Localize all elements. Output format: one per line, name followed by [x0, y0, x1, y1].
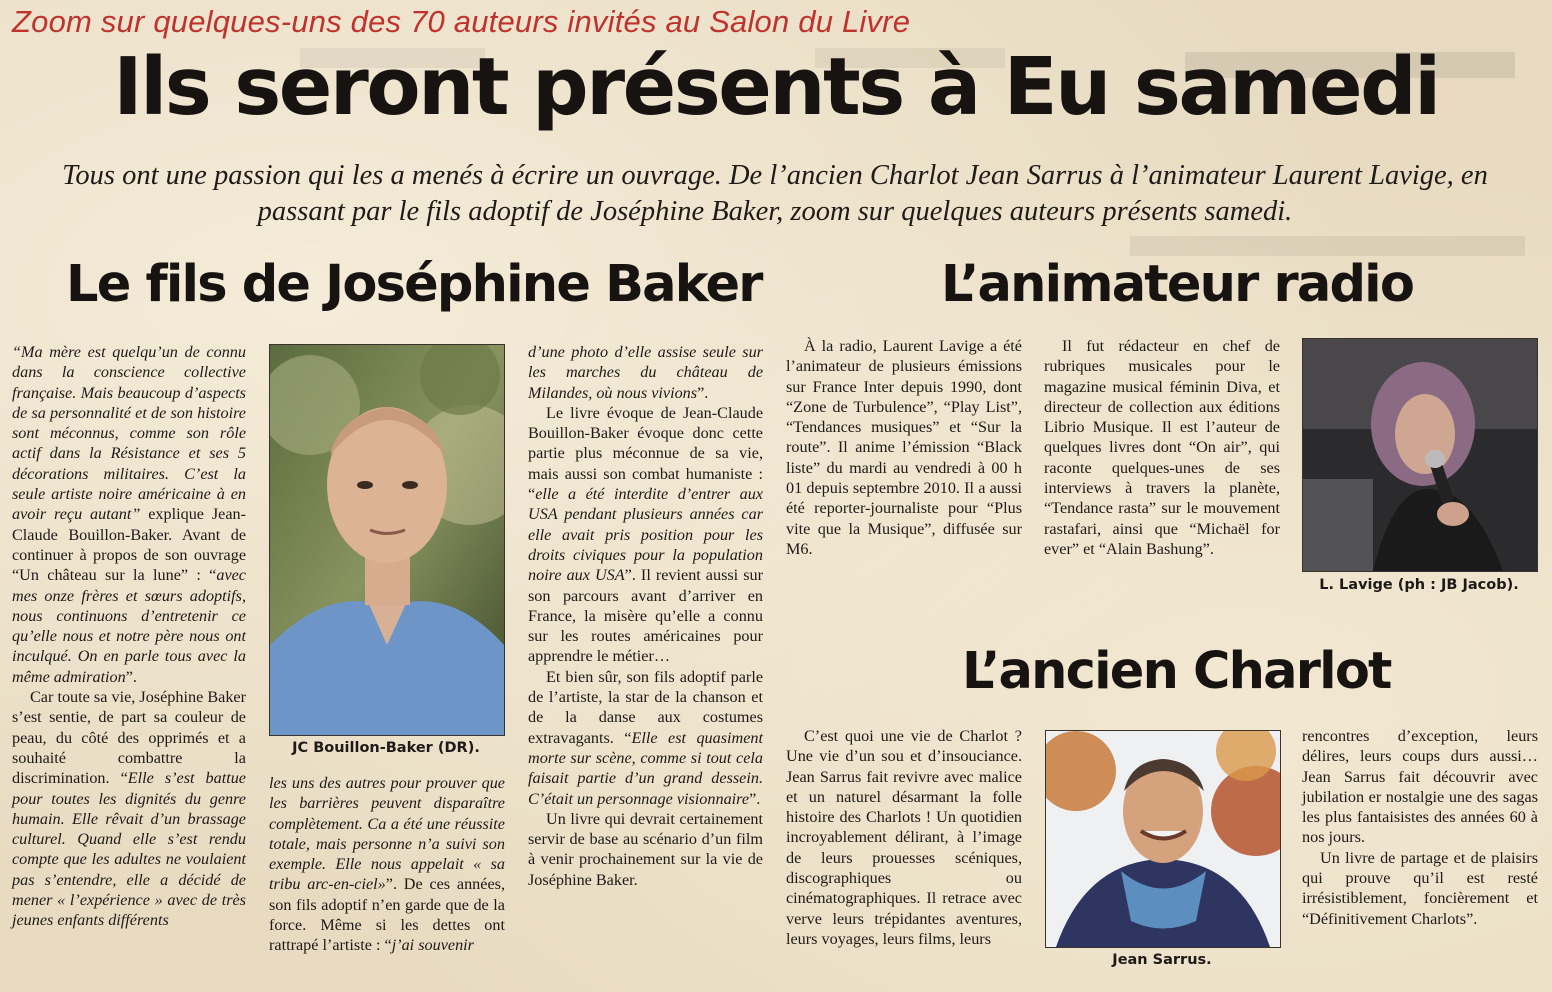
baker-column-3	[528, 342, 763, 890]
body-text: Un livre de partage et de plaisirs qui prouve qu’il est resté irrésistiblement, foncièrement et “Définitivement Charlots”.	[1302, 848, 1538, 928]
body-text: ”. De ces années, son fils adoptif n’en garde que de la force. Même si les dettes ont rattrapé l’artiste : “	[269, 875, 505, 955]
sarrus-paragraph	[786, 726, 1022, 949]
sarrus-column-2	[1302, 726, 1538, 929]
baker-paragraph	[528, 809, 763, 890]
quote-text: avec mes onze frères et sœurs adoptifs, nous continuons d’entretenir ce qu’elle nous et notre père nous ont inculqué. On en parle tous avec la même admiration	[12, 566, 246, 686]
body-text: Car toute sa vie, Joséphine Baker s’est sentie, de part sa couleur de peau, du côté des opprimés et a souhaité combattre la discrimination. “	[12, 688, 246, 788]
lavige-column-2	[1044, 336, 1280, 559]
baker-paragraph	[528, 342, 763, 403]
quote-text: d’une photo d’elle assise seule sur les marches du château de Milandes, où nous vivions	[528, 343, 763, 402]
body-text: À la radio, Laurent Lavige a été l’animateur de plusieurs émissions sur France Inter depuis 1990, dont “Zone de Turbulence”, “Play List”, “Tendances musiques” et “Sur la route”. Il anime l’émission “Black liste” du mardi au vendredi à 00 h 01 depuis septembre 2010. Il a aussi été reporter-journaliste pour “Plus vite que la Musique”, diffusée sur M6.	[786, 337, 1022, 558]
article-standfirst: Tous ont une passion qui les a menés à écrire un ouvrage. De l’ancien Charlot Jean Sarrus à l’animateur Laurent Lavige, en passant par le fils adoptif de Joséphine Baker, zoom sur quelques auteurs présents samedi.	[62, 160, 1488, 227]
body-text: Un livre qui devrait certainement servir de base au scénario d’un film à venir prochainement sur la vie de Joséphine Baker.	[528, 809, 763, 889]
sarrus-column-1	[786, 726, 1022, 949]
body-text: ”.	[697, 383, 709, 402]
sarrus-paragraph	[1302, 848, 1538, 929]
lavige-paragraph	[786, 336, 1022, 559]
body-text: C’est quoi une vie de Charlot ? Une vie d’un sou et d’insouciance. Jean Sarrus fait revivre avec malice et un naturel désarmant la folle histoire des Charlots ! Un quotidien incroyablement délirant, à l’image de leurs prouesses scéniques, discographiques ou cinématographiques. Il retrace avec verve leurs trépidantes aventures, leurs voyages, leurs films, leurs	[786, 727, 1022, 948]
lavige-paragraph	[1044, 336, 1280, 559]
quote-text: les uns des autres pour prouver que les barrières peuvent disparaître complètement. Ca a été une réussite totale, mais personne n’a suivi son exemple. Elle nous appelait « sa tribu arc-en-ciel»	[269, 774, 505, 894]
quote-text: j’ai souvenir	[391, 936, 474, 955]
body-text: Et bien sûr, son fils adoptif parle de l’artiste, la star de la chanson et de la danse aux costumes extravagants. “	[528, 667, 763, 747]
photo-caption-sarrus: Jean Sarrus.	[1112, 952, 1212, 968]
quote-text: Elle est quasiment morte sur scène, comme si tout cela faisait partie d’un grand dessein. C’était un personnage visionnaire	[528, 728, 764, 808]
body-text: explique Jean-Claude Bouillon-Baker. Avant de continuer à propos de son ouvrage “Un château sur la lune” : “	[12, 505, 246, 585]
portrait-image	[1303, 339, 1537, 571]
portrait-image	[270, 345, 504, 735]
portrait-image	[1046, 731, 1280, 947]
photo-caption-lavige: L. Lavige (ph : JB Jacob).	[1319, 577, 1519, 593]
body-text: ”.	[749, 789, 761, 808]
baker-column-2	[269, 773, 505, 956]
lavige-column-1	[786, 336, 1022, 559]
baker-paragraph	[12, 342, 246, 687]
article-headline: Ils seront présents à Eu samedi	[113, 41, 1439, 133]
article-kicker: Zoom sur quelques-uns des 70 auteurs invités au Salon du Livre	[12, 4, 911, 39]
section-title-lavige: L’animateur radio	[941, 255, 1414, 314]
baker-paragraph	[528, 403, 763, 667]
section-title-sarrus: L’ancien Charlot	[962, 642, 1391, 701]
show-through-texture	[1130, 236, 1525, 256]
body-text: ”.	[125, 667, 137, 686]
quote-text: “Ma mère est quelqu’un de connu dans la conscience collective française. Mais beaucoup d’aspects de sa personnalité et de son histoire sont méconnus, comme son rôle actif dans la Résistance et ses 5 décorations militaires. C’est la seule artiste noire américaine à en avoir reçu autant”	[12, 343, 246, 524]
quote-text: elle a été interdite d’entrer aux USA pendant plusieurs années car elle avait pris position pour les droits civiques pour la population noire aux USA	[528, 485, 763, 585]
baker-paragraph	[528, 667, 763, 809]
baker-paragraph	[12, 687, 246, 931]
quote-text: Elle s’est battue pour toutes les dignités du genre humain. Elle rêvait d’un brassage culturel. Quand elle s’est rendu compte que les adultes ne voulaient pas s’entendre, elle a décidé de mener « l’expérience » avec de très jeunes enfants différents	[12, 769, 246, 930]
photo-jc-bouillon-baker	[269, 344, 505, 736]
baker-paragraph	[269, 773, 505, 956]
body-text: ”. Il revient aussi sur son parcours avant d’arriver en France, la misère qu’elle a connu sur les routes américaines pour apprendre le métier…	[528, 566, 763, 666]
body-text: Il fut rédacteur en chef de rubriques musicales pour le magazine musical féminin Diva, et directeur de collection aux éditions Librio Musique. Il est l’auteur de quelques livres dont “On air”, qui raconte quelques-unes de ses interviews à travers la planète, “Tendance rasta” sur le mouvement rastafari, ainsi que “Michaël for ever” et “Alain Bashung”.	[1044, 337, 1280, 558]
photo-jean-sarrus	[1045, 730, 1281, 948]
photo-laurent-lavige	[1302, 338, 1538, 572]
baker-column-1	[12, 342, 246, 931]
body-text: rencontres d’exception, leurs délires, leurs coups durs aussi… Jean Sarrus fait découvrir avec jubilation er nostalgie une des sagas les plus fantaisistes des années 60 à nos jours.	[1302, 727, 1538, 847]
sarrus-paragraph	[1302, 726, 1538, 848]
section-title-baker: Le fils de Joséphine Baker	[66, 255, 762, 314]
body-text: Le livre évoque de Jean-Claude Bouillon-Baker évoque donc cette partie plus méconnue de sa vie, mais aussi son combat humaniste : “	[528, 403, 763, 504]
photo-caption-baker: JC Bouillon-Baker (DR).	[292, 740, 480, 756]
